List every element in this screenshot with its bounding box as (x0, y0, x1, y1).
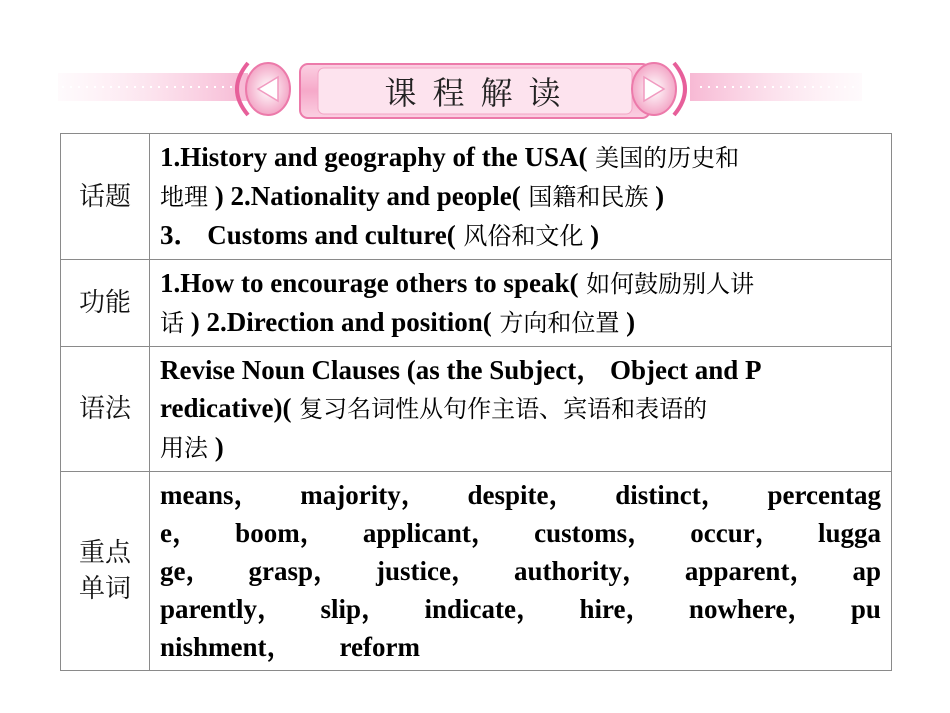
chinese-gloss: 美国的历史和 (587, 144, 740, 172)
table-row-grammar (61, 347, 892, 472)
table-row-function (61, 260, 892, 347)
vocabulary-word: customs， (534, 518, 655, 548)
vocabulary-word: percentag (767, 480, 881, 510)
chinese-gloss: 复习名词性从句作主语、宾语和表语的 (291, 395, 708, 423)
category-label (61, 260, 150, 347)
english-text: redicative)( (160, 393, 292, 423)
content-line (160, 264, 881, 303)
content-line (160, 303, 881, 342)
row-content (150, 472, 892, 671)
english-text: Revise Noun Clauses (as the Subject， Object and P (160, 355, 762, 385)
content-line (160, 351, 881, 389)
category-label-line: 单词 (78, 574, 131, 604)
vocabulary-word: means， (160, 480, 261, 510)
category-label (61, 347, 150, 472)
table-row-topic (61, 134, 892, 260)
word-line (160, 514, 881, 552)
vocabulary-word: nishment， (160, 632, 294, 662)
chinese-gloss: 风俗和文化 (455, 222, 584, 250)
word-line (160, 552, 881, 590)
vocabulary-word: ap (852, 556, 881, 586)
category-label-line: 话题 (78, 181, 131, 212)
english-text: ) (208, 432, 224, 462)
category-label-line: 重点 (78, 538, 131, 568)
chinese-gloss: 用法 (160, 434, 208, 462)
row-content (150, 347, 892, 472)
banner-title: 课程解读 (384, 74, 577, 112)
vocabulary-word: parently， (160, 594, 285, 624)
english-text: ) (648, 181, 665, 211)
vocabulary-word: occur， (690, 518, 782, 548)
vocabulary-word: despite， (467, 480, 576, 510)
chinese-gloss: 话 (160, 309, 184, 337)
content-line (160, 428, 881, 467)
content-line (160, 177, 881, 216)
content-table (60, 133, 892, 671)
vocabulary-word: applicant， (362, 518, 498, 548)
vocabulary-word: grasp， (248, 556, 340, 586)
english-text: ) (619, 307, 636, 337)
row-content (150, 260, 892, 347)
vocabulary-word: slip， (320, 594, 389, 624)
word-line (160, 476, 881, 514)
vocabulary-word: reform (339, 632, 420, 662)
word-line (160, 628, 881, 666)
category-label (61, 134, 150, 260)
vocabulary-word: apparent， (684, 556, 817, 586)
vocabulary-word: nowhere， (688, 594, 815, 624)
category-label (61, 472, 150, 671)
chinese-gloss: 地理 (160, 183, 208, 211)
vocabulary-word: indicate， (424, 594, 543, 624)
vocabulary-word: lugga (817, 518, 881, 548)
english-text: 1.History and geography of the USA( (160, 142, 588, 172)
content-line (160, 216, 881, 255)
vocabulary-word: authority， (513, 556, 649, 586)
chinese-gloss: 国籍和民族 (520, 183, 649, 211)
chinese-gloss: 如何鼓励别人讲 (578, 270, 755, 298)
vocabulary-word: ge， (160, 556, 213, 586)
vocabulary-word: boom， (235, 518, 327, 548)
english-text: ) (583, 220, 600, 250)
english-text: 3． Customs and culture( (160, 220, 456, 250)
vocabulary-word: hire， (579, 594, 653, 624)
category-label-line: 语法 (78, 394, 131, 424)
content-line (160, 389, 881, 428)
content-line (160, 138, 881, 177)
category-label-line: 功能 (78, 288, 131, 318)
chinese-gloss: 方向和位置 (491, 309, 620, 337)
section-banner (0, 0, 950, 125)
vocabulary-word: justice， (375, 556, 478, 586)
vocabulary-word: majority， (300, 480, 428, 510)
table-row-vocabulary (61, 472, 892, 671)
vocabulary-word: e， (160, 518, 199, 548)
row-content (150, 134, 892, 260)
english-text: 1.How to encourage others to speak( (160, 268, 579, 298)
vocabulary-word: pu (850, 594, 881, 624)
english-text: ) 2.Nationality and people( (208, 181, 521, 211)
english-text: ) 2.Direction and position( (184, 307, 492, 337)
word-line (160, 590, 881, 628)
vocabulary-word: distinct， (615, 480, 728, 510)
